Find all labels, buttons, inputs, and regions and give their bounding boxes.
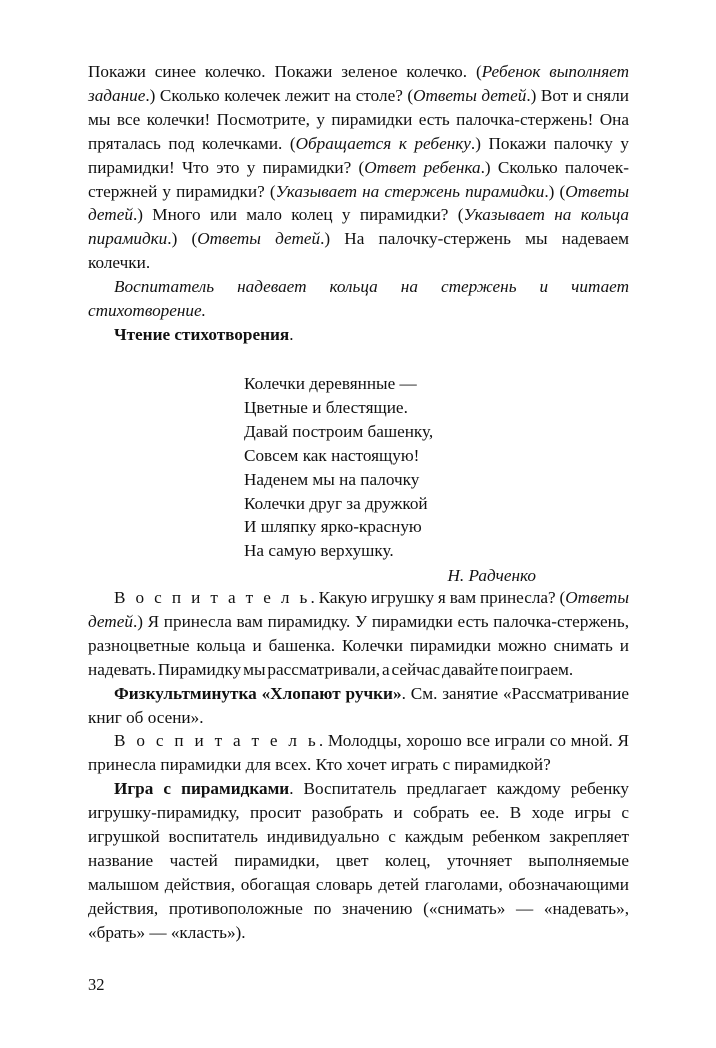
poem-line: Колечки друг за дружкой (244, 493, 428, 513)
stage-direction: Ответы детей (197, 229, 321, 249)
poem-line: Давай построим башенку, (244, 421, 434, 441)
paragraph-instructions (88, 60, 629, 275)
page-number: 32 (88, 975, 105, 994)
stage-direction: Указывает на стержень пирамидки (275, 181, 545, 201)
text-run: .) ( (544, 181, 566, 201)
stage-direction: Ответы детей (88, 588, 629, 631)
heading-label: Физкультминутка «Хлопают ручки» (114, 683, 402, 703)
stage-direction: Указывает на кольца пирамидки (88, 205, 629, 249)
poem-line: Цветные и блестящие. (244, 397, 408, 417)
text-run: .) ( (167, 229, 198, 249)
paragraph-physical-exercise (88, 682, 629, 730)
text-run: . См. занятие «Рассматривание книг об осени». (88, 683, 629, 727)
speaker-label: В о с п и т а т е л ь (114, 588, 311, 607)
heading-poem-reading (88, 323, 629, 347)
paragraph-teacher-speech-2 (88, 729, 629, 777)
text-run: .) На палочку-стержень мы надеваем колечки. (88, 229, 629, 273)
poem-line: Совсем как настоящую! (244, 445, 420, 465)
stage-direction: Обращается к ребенку (295, 133, 471, 153)
speaker-label: В о с п и т а т е л ь (114, 731, 319, 751)
text-run: . Какую игрушку я вам принесла? ( (310, 588, 566, 607)
text-run: . Воспитатель предлагает каждому ребенку игрушку-пирамидку, просит разобрать и собрать ее. В ходе игры с игрушкой воспитатель индивидуально с каждым ребенком закрепляет название частей пирамидки, цвет колец, уточняет выполняемые малышом действия, обогащая словарь детей глаголами, обозначающими действия, противоположные по значению («снимать» — «надевать», «брать» — «класть»). (88, 779, 629, 942)
text-column-top (88, 60, 629, 347)
stage-direction: Ответы детей (413, 85, 527, 105)
text-run: .) Сколько палочек-стержней у пирамидки? ( (88, 157, 629, 201)
text-run: .) Сколько колечек лежит на столе? ( (145, 85, 414, 105)
poem-line: И шляпку ярко-красную (244, 517, 422, 537)
text-column-bottom (88, 586, 629, 945)
text-run: .) Вот и сняли мы все колечки! Посмотрите, у пирамидки есть палочка-стержень! Она пряталась под колечками. ( (88, 85, 629, 153)
poem-line: Наденем мы на палочку (244, 469, 420, 489)
stage-direction: Ответ ребенка (364, 157, 481, 177)
paragraph-pyramid-game (88, 777, 629, 944)
stage-direction: Ребенок выполняет задание (88, 62, 629, 105)
paragraph-teacher-speech-1 (88, 586, 629, 682)
poem-block (244, 372, 574, 588)
poem-line: Колечки деревянные — (244, 374, 417, 393)
text-run: .) Много или мало колец у пирамидки? ( (132, 205, 464, 225)
heading-label: Игра с пирамидками (114, 779, 290, 799)
text-run: Покажи синее колечко. Покажи зеленое колечко. ( (88, 62, 482, 81)
poem-line: На самую верхушку. (244, 541, 394, 561)
stage-direction: Ответы детей (88, 181, 629, 225)
text-run: .) Я принесла вам пирамидку. У пирамидки есть палочка-стержень, разноцветные кольца и башенка. Колечки пирамидки можно снимать и надевать. Пирамидку мы рассматривали, а сейчас давайте поиграем. (88, 611, 629, 679)
text-run: . (289, 324, 294, 344)
text-run: .) Покажи палочку у пирамидки! Что это у пирамидки? ( (88, 133, 629, 177)
text-run: . Молодцы, хорошо все играли со мной. Я принесла пирамидки для всех. Кто хочет играть с пирамидкой? (88, 731, 629, 775)
poem-author: Н. Радченко (447, 566, 536, 586)
heading-label: Чтение стихотворения (114, 324, 290, 344)
paragraph-teacher-action (88, 275, 629, 323)
stage-direction: Воспитатель надевает кольца на стержень и читает стихотворение. (88, 277, 629, 321)
